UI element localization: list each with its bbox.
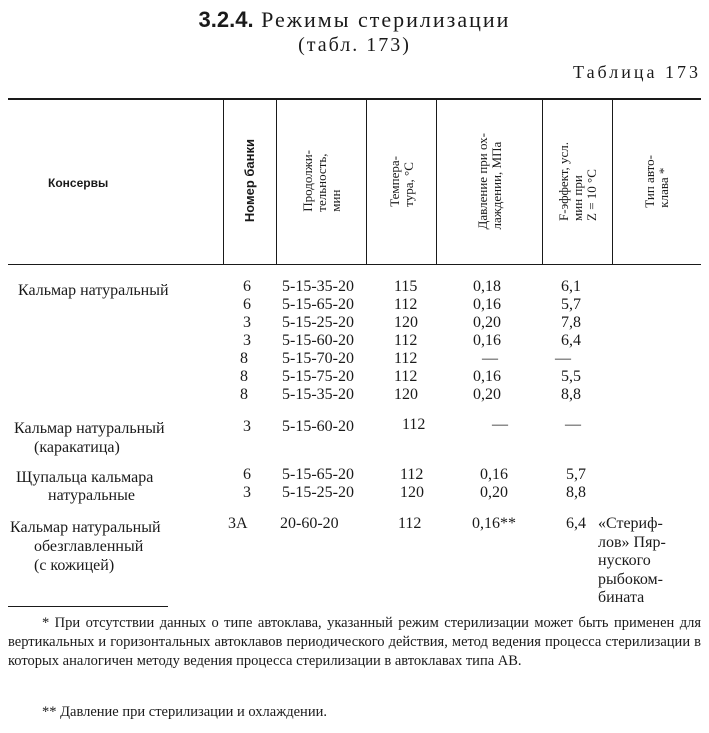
- cell-pressure: 0,16: [480, 466, 508, 483]
- product-name: Кальмар натуральный: [14, 420, 165, 437]
- cell-f-effect: 8,8: [566, 484, 586, 501]
- product-name: Кальмар натуральный: [18, 282, 169, 299]
- column-header-autoclave-type: Тип авто- клава *: [642, 154, 671, 208]
- cell-f-effect: 5,5: [561, 368, 581, 385]
- cell-duration: 5-15-75-20: [282, 368, 354, 385]
- cell-can-number: 3: [243, 418, 251, 435]
- product-name: Кальмар натуральный: [10, 519, 161, 536]
- section-title: [0, 8, 709, 32]
- cell-can-number: 6: [243, 466, 251, 483]
- footnote-pressure: ** Давление при стерилизации и охлаждении.: [42, 704, 327, 720]
- cell-duration: 5-15-60-20: [282, 332, 354, 349]
- column-header-duration: Продолжи- тельность, мин: [299, 150, 343, 212]
- cell-can-number: 8: [240, 350, 248, 367]
- cell-temperature: 115: [394, 278, 418, 295]
- cell-temperature: 112: [394, 296, 418, 313]
- cell-duration: 5-15-65-20: [282, 466, 354, 483]
- table-label: Таблица 173: [573, 62, 701, 82]
- cell-pressure: 0,20: [473, 386, 501, 403]
- column-header-temperature: Темпера- тура, °С: [386, 155, 416, 207]
- cell-temperature: 120: [400, 484, 424, 501]
- cell-f-effect: —: [555, 350, 571, 367]
- cell-f-effect: 7,8: [561, 314, 581, 331]
- cell-f-effect: 5,7: [566, 466, 586, 483]
- cell-pressure: —: [492, 416, 508, 433]
- cell-pressure: 0,18: [473, 278, 501, 295]
- cell-f-effect: 8,8: [561, 386, 581, 403]
- cell-pressure: 0,16: [473, 332, 501, 349]
- cell-can-number: 3: [243, 314, 251, 331]
- footnote-separator: [8, 606, 168, 607]
- cell-duration: 5-15-25-20: [282, 314, 354, 331]
- cell-can-number: 3: [243, 332, 251, 349]
- cell-can-number: 3: [243, 484, 251, 501]
- column-header-f-effect: F-эффект, усл. мин при Z = 10 °С: [555, 141, 599, 221]
- cell-autoclave-type: «Стериф- лов» Пяр- нуского рыбоком- бината: [598, 515, 666, 606]
- section-subtitle: (табл. 173): [298, 34, 411, 56]
- cell-duration: 5-15-60-20: [282, 418, 354, 435]
- cell-duration: 5-15-65-20: [282, 296, 354, 313]
- cell-pressure: —: [482, 350, 498, 367]
- cell-pressure: 0,16**: [472, 515, 516, 532]
- cell-temperature: 112: [398, 515, 422, 532]
- product-name-continued: обезглавленный: [34, 538, 144, 555]
- cell-can-number: 6: [243, 278, 251, 295]
- cell-f-effect: —: [565, 416, 581, 433]
- cell-can-number: 8: [240, 386, 248, 403]
- cell-duration: 5-15-70-20: [282, 350, 354, 367]
- cell-duration: 20-60-20: [280, 515, 339, 532]
- cell-duration: 5-15-35-20: [282, 278, 354, 295]
- table-header-rule: [8, 264, 701, 265]
- footnote-autoclave: * При отсутствии данных о типе автоклава, указанный режим стерилизации может быть применен для вертикальных и горизонтальных автоклавов периодического действия, метод ведения процесса стерилизации в которых аналогичен методу ведения процесса стерилизации в автоклавах типа АВ.: [8, 615, 701, 669]
- section-title-text: Режимы стерилизации: [261, 7, 511, 32]
- cell-pressure: 0,16: [473, 368, 501, 385]
- cell-pressure: 0,20: [480, 484, 508, 501]
- cell-temperature: 112: [394, 350, 418, 367]
- cell-f-effect: 6,4: [566, 515, 586, 532]
- cell-temperature: 120: [394, 314, 418, 331]
- cell-duration: 5-15-35-20: [282, 386, 354, 403]
- column-header-pressure: Давление при ох- лаждении, МПа: [474, 132, 504, 230]
- column-header-product: Консервы: [48, 176, 109, 190]
- cell-temperature: 112: [394, 332, 418, 349]
- cell-temperature: 120: [394, 386, 418, 403]
- cell-temperature: 112: [402, 416, 426, 433]
- cell-f-effect: 6,4: [561, 332, 581, 349]
- cell-pressure: 0,16: [473, 296, 501, 313]
- cell-can-number: 8: [240, 368, 248, 385]
- section-number: 3.2.4.: [198, 7, 254, 32]
- cell-duration: 5-15-25-20: [282, 484, 354, 501]
- cell-temperature: 112: [394, 368, 418, 385]
- product-name-continued: (с кожицей): [34, 557, 115, 574]
- product-name-continued: натуральные: [48, 487, 135, 504]
- column-header-can-number: Номер банки: [242, 139, 257, 223]
- cell-can-number: 6: [243, 296, 251, 313]
- cell-can-number: 3А: [228, 515, 248, 532]
- product-name: Щупальца кальмара: [16, 469, 154, 486]
- cell-f-effect: 6,1: [561, 278, 581, 295]
- cell-temperature: 112: [400, 466, 424, 483]
- cell-pressure: 0,20: [473, 314, 501, 331]
- product-name-continued: (каракатица): [34, 439, 120, 456]
- cell-f-effect: 5,7: [561, 296, 581, 313]
